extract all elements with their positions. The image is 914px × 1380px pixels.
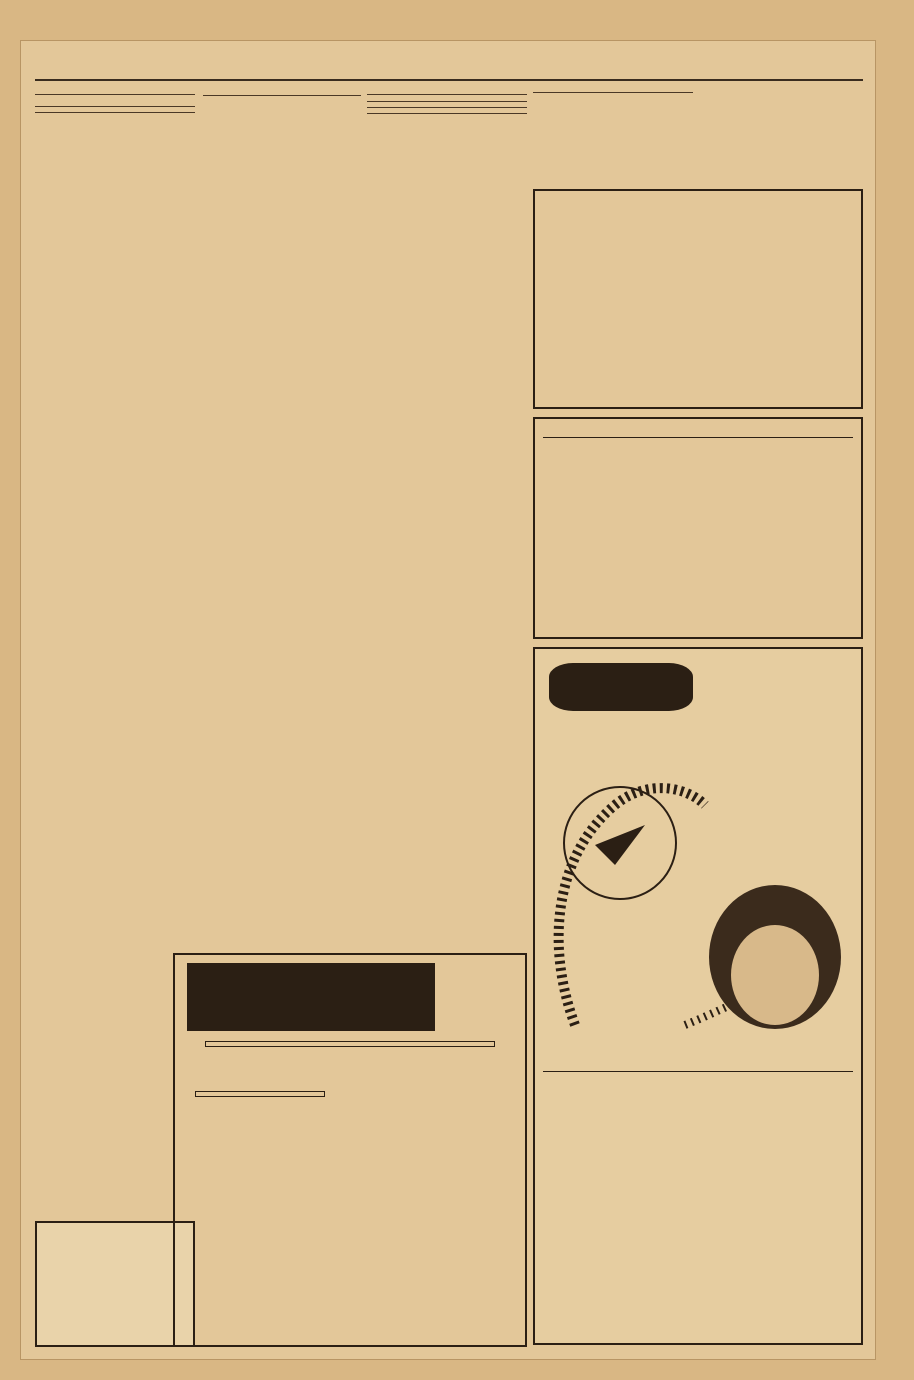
orpheum-ad <box>173 953 527 1347</box>
airplane-icon <box>595 825 645 865</box>
cyclone-swirl <box>559 788 705 1025</box>
capitol-air-circus-ad <box>533 647 863 1345</box>
capitol-logo <box>549 663 693 711</box>
column-1 <box>35 89 195 1217</box>
galli-curci-ad <box>35 1221 195 1347</box>
texans-article <box>533 89 863 185</box>
newspaper-page <box>20 40 876 1360</box>
ice-cream-ad <box>533 417 863 639</box>
galli-line-3 <box>37 1227 193 1231</box>
badger-candy-ad <box>533 189 863 409</box>
column-3 <box>367 89 527 949</box>
air-circus-artwork <box>535 725 861 1033</box>
masthead <box>35 59 863 81</box>
orpheum-logo <box>187 963 435 1031</box>
column-2 <box>203 89 361 951</box>
